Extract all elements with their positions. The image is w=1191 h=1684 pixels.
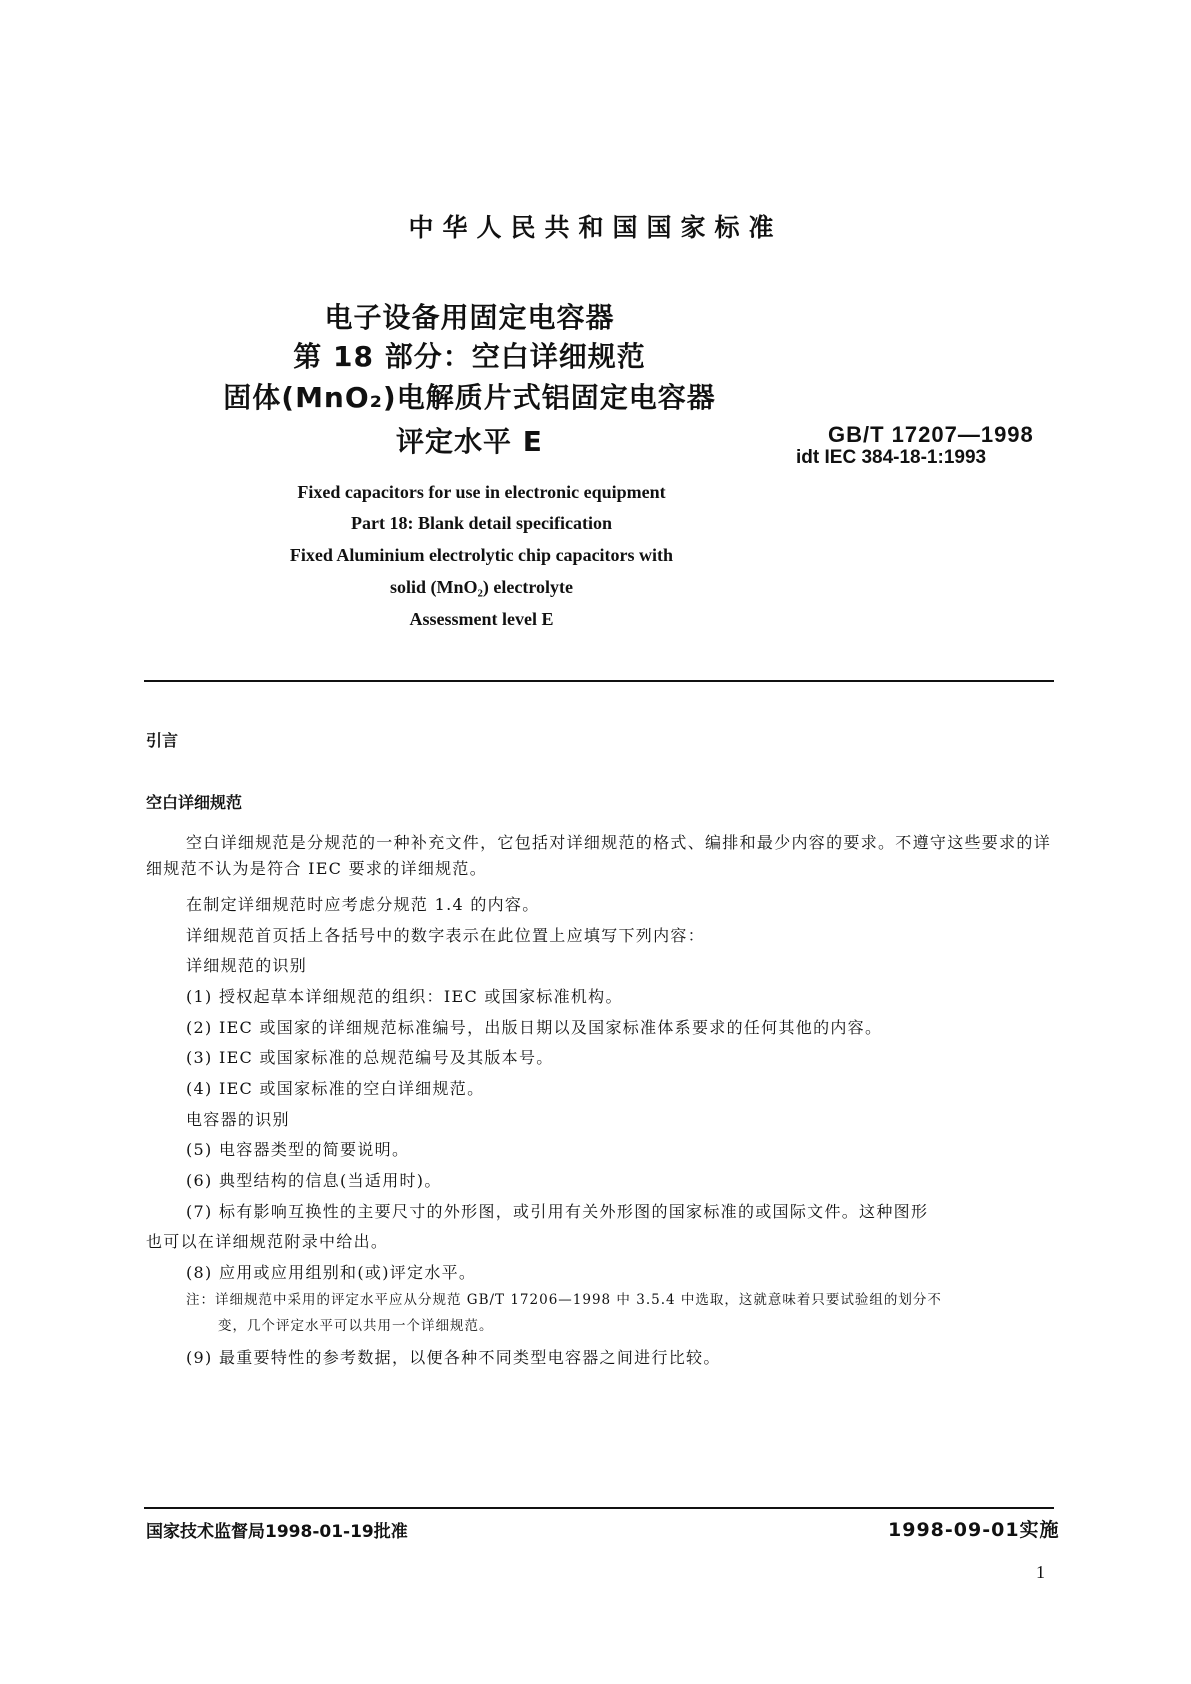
chinese-title-line-2: 第 18 部分：空白详细规范 <box>293 340 646 373</box>
paragraph-5: 电容器的识别 <box>186 1110 290 1129</box>
list-item-7-continued: 也可以在详细规范附录中给出。 <box>146 1232 389 1251</box>
footer-divider <box>144 1507 1054 1509</box>
national-standard-heading: 中华人民共和国国家标准 <box>408 213 783 242</box>
list-item-9: (9) 最重要特性的参考数据，以便各种不同类型电容器之间进行比较。 <box>186 1348 721 1367</box>
note <box>186 1287 1056 1339</box>
paragraph-1: 空白详细规范是分规范的一种补充文件，它包括对详细规范的格式、编排和最少内容的要求。不遵守这些要求的详细规范不认为是符合 IEC 要求的详细规范。 <box>146 833 1052 878</box>
paragraph-3: 详细规范首页括上各括号中的数字表示在此位置上应填写下列内容： <box>186 926 706 945</box>
blank-spec-heading: 空白详细规范 <box>146 793 243 812</box>
standard-code: GB/T 17207—1998 <box>828 422 1034 447</box>
intro-heading: 引言 <box>146 731 179 750</box>
chinese-title-line-1: 电子设备用固定电容器 <box>324 301 615 334</box>
paragraph-2: 在制定详细规范时应考虑分规范 1.4 的内容。 <box>186 895 540 914</box>
list-item-6: (6) 典型结构的信息(当适用时)。 <box>186 1171 442 1190</box>
list-item-8: (8) 应用或应用组别和(或)评定水平。 <box>186 1263 477 1282</box>
approval-date: 国家技术监督局1998-01-19批准 <box>146 1522 408 1542</box>
note-line-1: 注：详细规范中采用的评定水平应从分规范 GB/T 17206—1998 中 3.5.4 中选取，这就意味着只要试验组的划分不 <box>186 1292 942 1308</box>
paragraph-4: 详细规范的识别 <box>186 956 308 975</box>
english-title-line-1: Fixed capacitors for use in electronic equipment <box>297 482 666 502</box>
list-item-1: (1) 授权起草本详细规范的组织：IEC 或国家标准机构。 <box>186 987 623 1006</box>
chinese-title-line-3: 固体(MnO₂)电解质片式铝固定电容器 <box>223 381 716 414</box>
list-item-2: (2) IEC 或国家的详细规范标准编号，出版日期以及国家标准体系要求的任何其他的内容。 <box>186 1018 883 1037</box>
english-title-line-5: Assessment level E <box>409 609 554 629</box>
page-number: 1 <box>1036 1562 1045 1582</box>
list-item-5: (5) 电容器类型的简要说明。 <box>186 1140 410 1159</box>
list-item-3: (3) IEC 或国家标准的总规范编号及其版本号。 <box>186 1048 554 1067</box>
effective-date: 1998-09-01实施 <box>888 1519 1060 1541</box>
english-title-line-2: Part 18: Blank detail specification <box>351 513 612 533</box>
english-title-line-3: Fixed Aluminium electrolytic chip capacitors with <box>289 545 674 565</box>
list-item-7: (7) 标有影响互换性的主要尺寸的外形图，或引用有关外形图的国家标准的或国际文件。这种图形 <box>186 1202 929 1221</box>
chinese-title-line-4: 评定水平 E <box>396 425 543 458</box>
standard-identical-reference: idt IEC 384-18-1:1993 <box>796 447 987 468</box>
list-item-4: (4) IEC 或国家标准的空白详细规范。 <box>186 1079 485 1098</box>
header-divider <box>144 680 1054 682</box>
note-line-2: 变，几个评定水平可以共用一个详细规范。 <box>218 1318 494 1334</box>
english-title-line-4: solid (MnO₂) electrolyte <box>389 577 573 597</box>
